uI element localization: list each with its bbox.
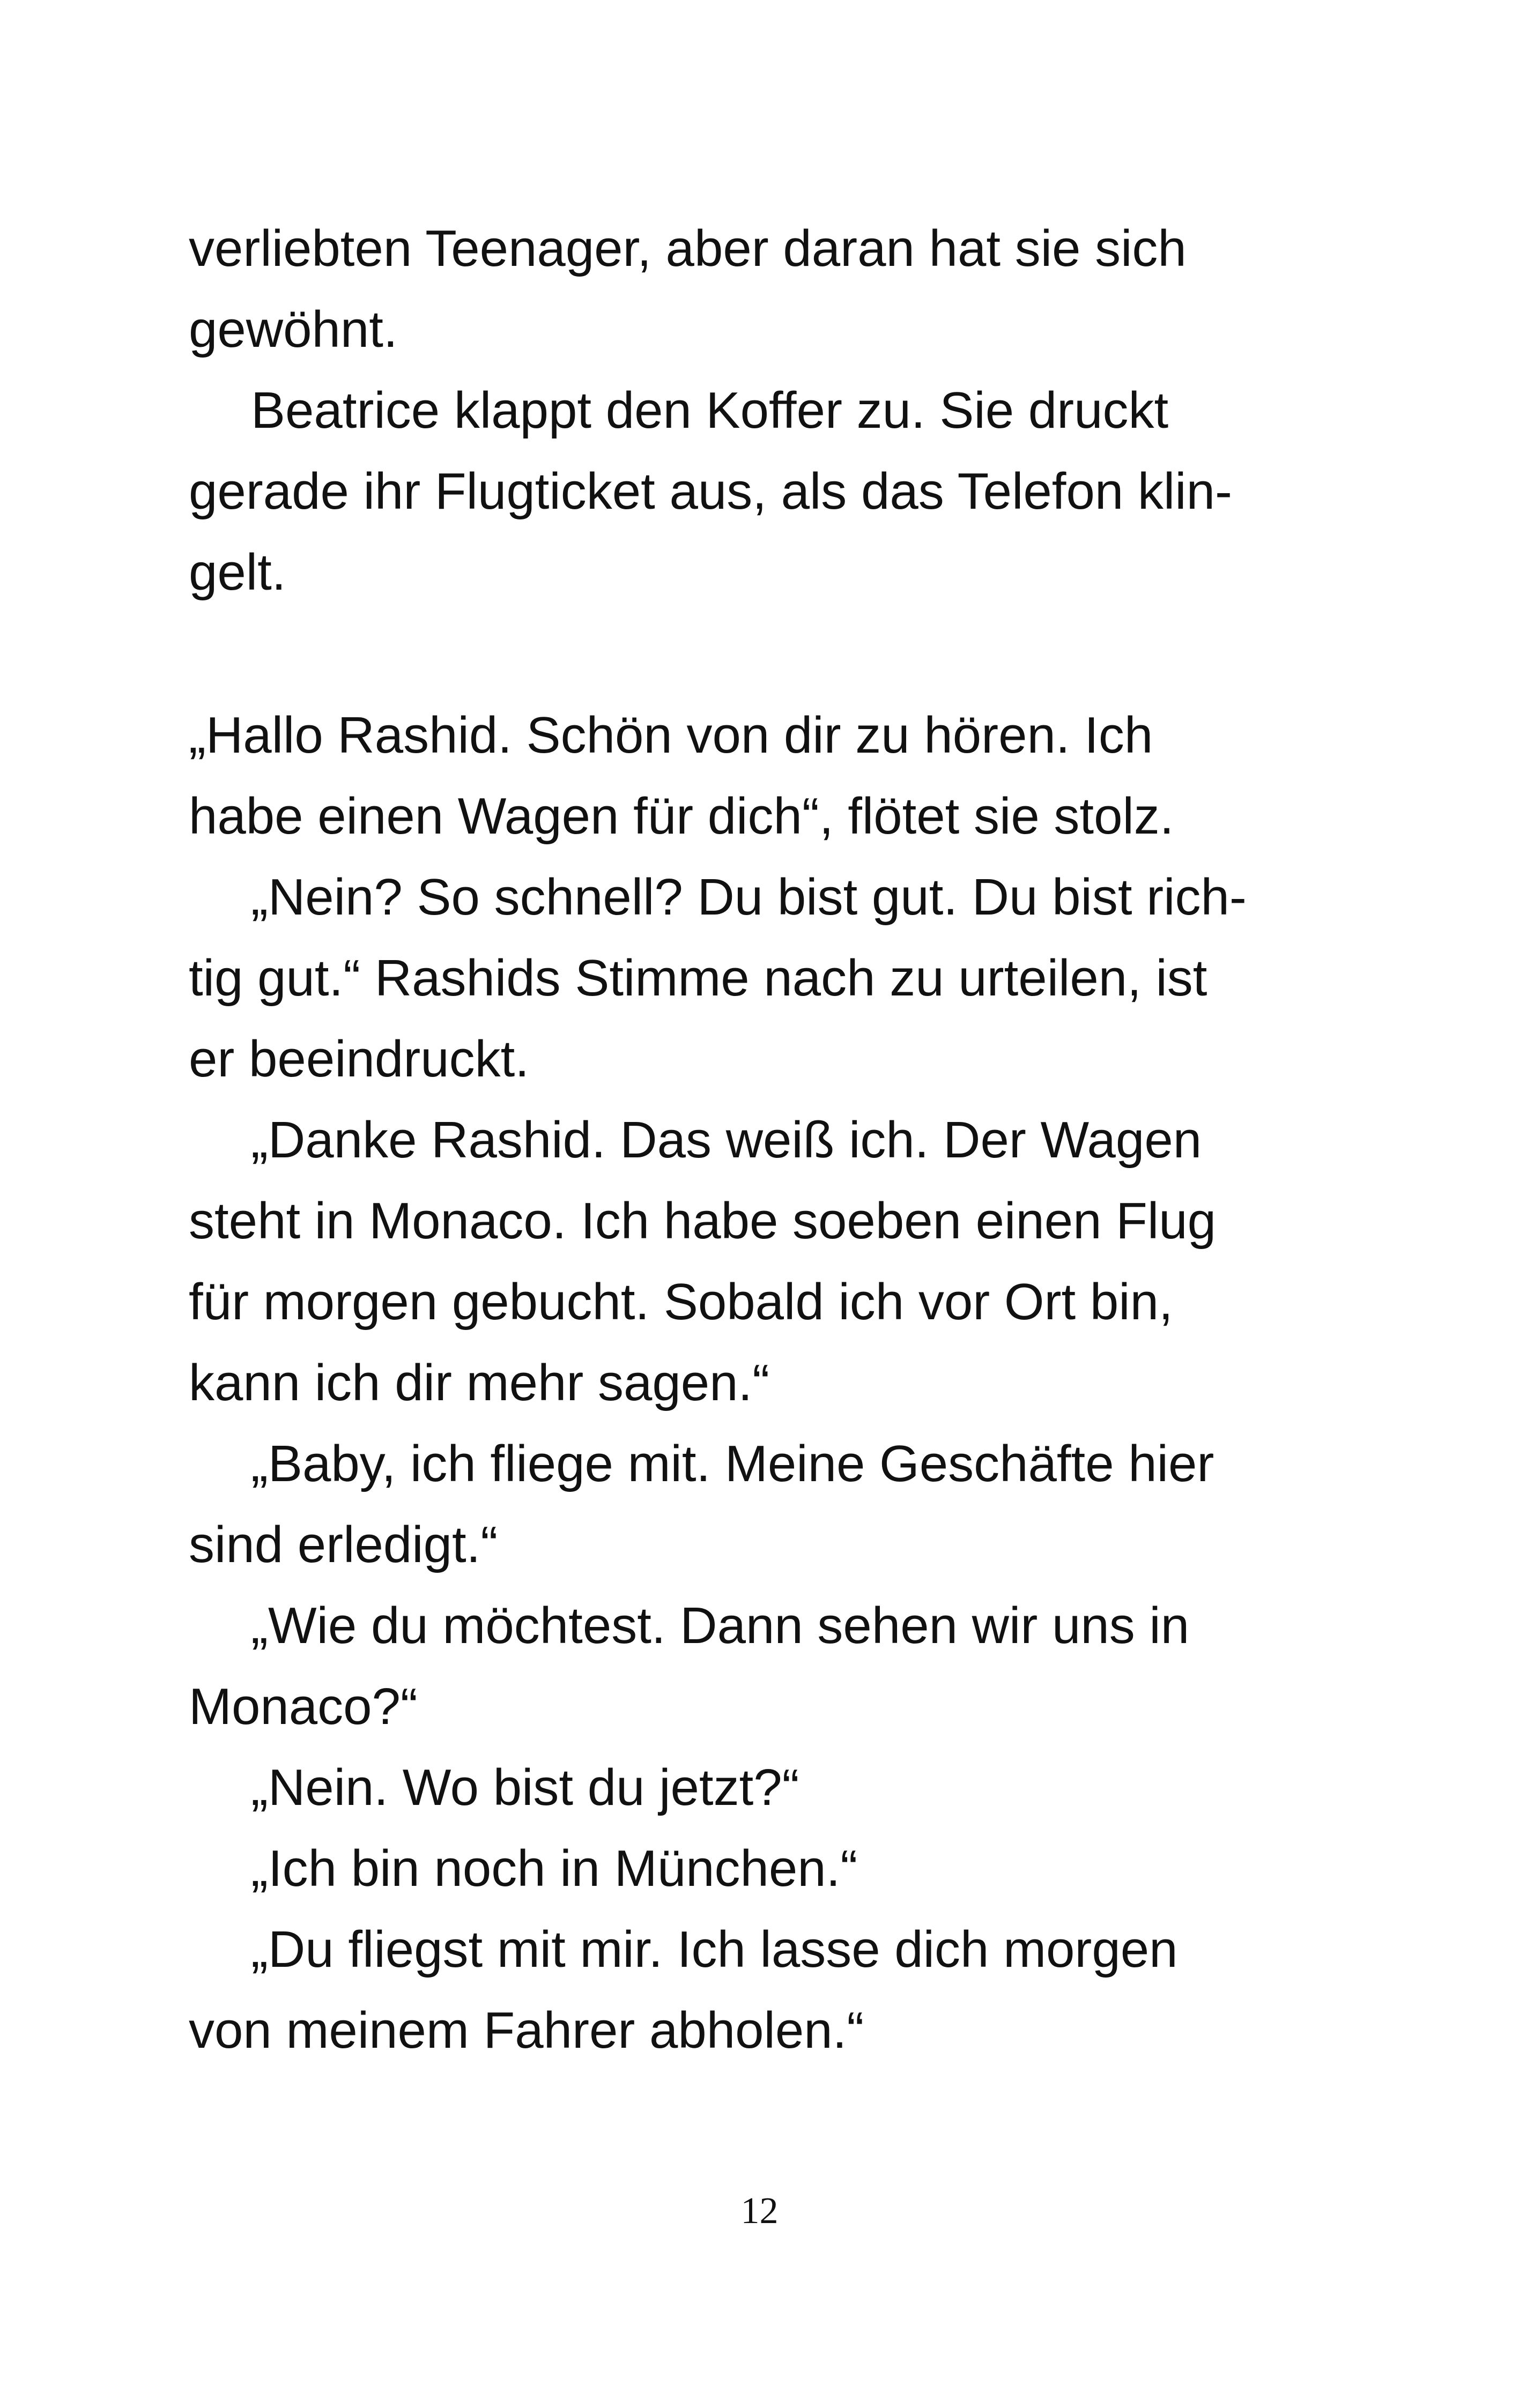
text-line: gerade ihr Flugticket aus, als das Telefon klin- xyxy=(189,463,1232,520)
text-line: für morgen gebucht. Sobald ich vor Ort bin, xyxy=(189,1273,1173,1331)
text-section-2 xyxy=(189,695,1304,2071)
text-line: „Nein. Wo bist du jetzt?“ xyxy=(251,1759,799,1816)
text-line: kann ich dir mehr sagen.“ xyxy=(189,1354,770,1411)
text-line: Monaco?“ xyxy=(189,1678,418,1735)
text-line: steht in Monaco. Ich habe soeben einen Flug xyxy=(189,1192,1216,1250)
text-line: „Wie du möchtest. Dann sehen wir uns in xyxy=(251,1597,1190,1654)
text-line: tig gut.“ Rashids Stimme nach zu urteilen, ist xyxy=(189,949,1207,1007)
text-line: „Nein? So schnell? Du bist gut. Du bist rich- xyxy=(251,868,1247,926)
text-line: verliebten Teenager, aber daran hat sie sich xyxy=(189,220,1187,277)
text-line: gelt. xyxy=(189,544,286,601)
text-line: habe einen Wagen für dich“, flötet sie stolz. xyxy=(189,787,1174,845)
text-line: „Baby, ich fliege mit. Meine Geschäfte hier xyxy=(251,1435,1214,1492)
text-line: Beatrice klappt den Koffer zu. Sie druckt xyxy=(251,382,1169,439)
text-line: „Du fliegst mit mir. Ich lasse dich morgen xyxy=(251,1921,1178,1978)
text-line: „Danke Rashid. Das weiß ich. Der Wagen xyxy=(251,1111,1202,1169)
page-number: 12 xyxy=(740,2190,779,2232)
text-section-1 xyxy=(189,208,1304,613)
text-line: „Hallo Rashid. Schön von dir zu hören. Ich xyxy=(189,707,1153,764)
text-line: sind erledigt.“ xyxy=(189,1516,498,1573)
text-line: „Ich bin noch in München.“ xyxy=(251,1840,858,1897)
text-line: von meinem Fahrer abholen.“ xyxy=(189,2002,864,2059)
text-line: er beeindruckt. xyxy=(189,1030,530,1088)
text-line: gewöhnt. xyxy=(189,301,398,358)
